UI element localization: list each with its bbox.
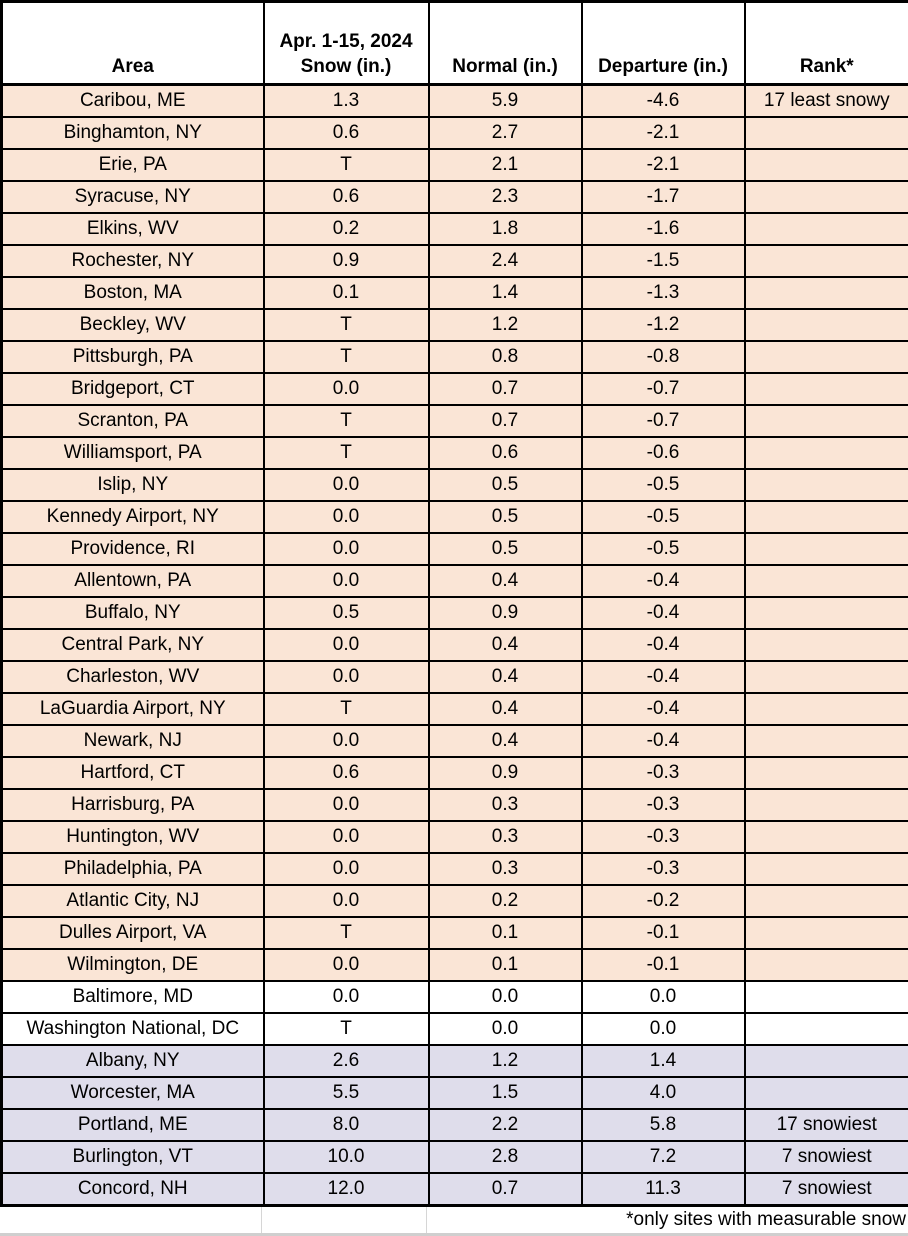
cell-departure: -0.2 [582, 885, 745, 917]
cell-departure: -0.4 [582, 693, 745, 725]
cell-departure: -0.6 [582, 437, 745, 469]
table-row [2, 533, 908, 565]
cell-rank [745, 437, 908, 469]
cell-normal: 0.5 [429, 533, 582, 565]
cell-area: Philadelphia, PA [2, 853, 264, 885]
table-row [2, 1141, 908, 1173]
cell-snow: T [264, 437, 429, 469]
cell-departure: -0.3 [582, 821, 745, 853]
column-header-departure: Departure (in.) [582, 2, 745, 85]
cell-normal: 0.7 [429, 1173, 582, 1206]
cell-rank [745, 309, 908, 341]
cell-snow: 0.0 [264, 533, 429, 565]
cell-snow: 8.0 [264, 1109, 429, 1141]
cell-snow: T [264, 1013, 429, 1045]
table-row [2, 149, 908, 181]
cell-rank [745, 501, 908, 533]
cell-snow: 0.0 [264, 629, 429, 661]
cell-area: Providence, RI [2, 533, 264, 565]
cell-normal: 1.2 [429, 1045, 582, 1077]
cell-departure: -1.2 [582, 309, 745, 341]
cell-rank [745, 373, 908, 405]
cell-normal: 0.8 [429, 341, 582, 373]
cell-area: Allentown, PA [2, 565, 264, 597]
cell-rank [745, 1045, 908, 1077]
cell-area: Washington National, DC [2, 1013, 264, 1045]
cell-area: Huntington, WV [2, 821, 264, 853]
cell-rank [745, 117, 908, 149]
table-row [2, 341, 908, 373]
cell-rank [745, 181, 908, 213]
cell-snow: T [264, 309, 429, 341]
cell-departure: 4.0 [582, 1077, 745, 1109]
column-header-snow [264, 2, 429, 85]
cell-departure: 7.2 [582, 1141, 745, 1173]
footer-empty-cell-snow [262, 1207, 427, 1233]
cell-departure: 11.3 [582, 1173, 745, 1206]
cell-departure: -0.4 [582, 725, 745, 757]
cell-snow: 5.5 [264, 1077, 429, 1109]
cell-snow: T [264, 693, 429, 725]
cell-snow: 2.6 [264, 1045, 429, 1077]
cell-departure: -1.6 [582, 213, 745, 245]
cell-departure: -0.4 [582, 565, 745, 597]
cell-rank [745, 789, 908, 821]
cell-rank: 7 snowiest [745, 1141, 908, 1173]
table-row [2, 725, 908, 757]
cell-snow: 0.9 [264, 245, 429, 277]
cell-snow: 0.6 [264, 181, 429, 213]
cell-area: Central Park, NY [2, 629, 264, 661]
cell-rank [745, 885, 908, 917]
table-row [2, 373, 908, 405]
table-row [2, 885, 908, 917]
cell-rank [745, 853, 908, 885]
cell-rank [745, 277, 908, 309]
table-row [2, 949, 908, 981]
table-row [2, 245, 908, 277]
cell-rank [745, 757, 908, 789]
cell-snow: 0.0 [264, 373, 429, 405]
cell-snow: 0.0 [264, 565, 429, 597]
table-row [2, 981, 908, 1013]
cell-departure: -0.1 [582, 917, 745, 949]
table-row [2, 693, 908, 725]
column-header-area: Area [2, 2, 264, 85]
cell-area: Binghamton, NY [2, 117, 264, 149]
cell-normal: 1.5 [429, 1077, 582, 1109]
cell-area: Williamsport, PA [2, 437, 264, 469]
table-row [2, 405, 908, 437]
cell-normal: 0.3 [429, 821, 582, 853]
table-row [2, 117, 908, 149]
cell-snow: 0.0 [264, 853, 429, 885]
cell-area: Wilmington, DE [2, 949, 264, 981]
cell-area: Harrisburg, PA [2, 789, 264, 821]
cell-normal: 0.7 [429, 405, 582, 437]
cell-departure: -0.3 [582, 853, 745, 885]
cell-departure: -0.5 [582, 501, 745, 533]
cell-area: Hartford, CT [2, 757, 264, 789]
table-row [2, 853, 908, 885]
cell-departure: -0.7 [582, 373, 745, 405]
cell-area: Erie, PA [2, 149, 264, 181]
cell-normal: 2.7 [429, 117, 582, 149]
cell-snow: 12.0 [264, 1173, 429, 1206]
cell-area: Kennedy Airport, NY [2, 501, 264, 533]
table-row [2, 1173, 908, 1206]
cell-normal: 1.4 [429, 277, 582, 309]
cell-snow: 0.0 [264, 725, 429, 757]
cell-area: Bridgeport, CT [2, 373, 264, 405]
cell-rank [745, 597, 908, 629]
cell-departure: 0.0 [582, 981, 745, 1013]
table-row [2, 1109, 908, 1141]
cell-snow: T [264, 341, 429, 373]
cell-rank [745, 565, 908, 597]
cell-snow: 0.0 [264, 501, 429, 533]
table-row [2, 85, 908, 118]
cell-snow: 0.0 [264, 949, 429, 981]
cell-departure: -0.5 [582, 469, 745, 501]
cell-area: Newark, NJ [2, 725, 264, 757]
cell-area: Worcester, MA [2, 1077, 264, 1109]
cell-snow: 0.6 [264, 117, 429, 149]
cell-snow: 1.3 [264, 85, 429, 118]
cell-rank [745, 405, 908, 437]
table-row [2, 501, 908, 533]
cell-normal: 2.1 [429, 149, 582, 181]
column-header-normal: Normal (in.) [429, 2, 582, 85]
cell-area: Portland, ME [2, 1109, 264, 1141]
cell-rank: 17 snowiest [745, 1109, 908, 1141]
cell-rank [745, 533, 908, 565]
footer-empty-cell-area [0, 1207, 262, 1233]
table-row [2, 277, 908, 309]
cell-snow: 10.0 [264, 1141, 429, 1173]
cell-area: Scranton, PA [2, 405, 264, 437]
cell-rank: 7 snowiest [745, 1173, 908, 1206]
cell-departure: -2.1 [582, 117, 745, 149]
cell-departure: 0.0 [582, 1013, 745, 1045]
cell-snow: 0.0 [264, 661, 429, 693]
cell-departure: -0.7 [582, 405, 745, 437]
cell-snow: T [264, 405, 429, 437]
cell-area: Albany, NY [2, 1045, 264, 1077]
cell-normal: 0.4 [429, 565, 582, 597]
table-row [2, 789, 908, 821]
column-header-snow-line1: Apr. 1-15, 2024 [279, 31, 413, 52]
cell-departure: -0.3 [582, 789, 745, 821]
table-row [2, 629, 908, 661]
cell-snow: 0.0 [264, 789, 429, 821]
cell-area: Atlantic City, NJ [2, 885, 264, 917]
cell-normal: 0.4 [429, 693, 582, 725]
cell-area: Islip, NY [2, 469, 264, 501]
table-row [2, 181, 908, 213]
table-row [2, 437, 908, 469]
cell-normal: 0.3 [429, 789, 582, 821]
cell-area: Buffalo, NY [2, 597, 264, 629]
column-header-rank: Rank* [745, 2, 908, 85]
cell-normal: 0.9 [429, 757, 582, 789]
cell-rank [745, 245, 908, 277]
cell-normal: 5.9 [429, 85, 582, 118]
cell-normal: 0.2 [429, 885, 582, 917]
cell-snow: 0.1 [264, 277, 429, 309]
cell-normal: 0.4 [429, 725, 582, 757]
cell-area: Charleston, WV [2, 661, 264, 693]
cell-departure: -1.3 [582, 277, 745, 309]
cell-normal: 2.4 [429, 245, 582, 277]
cell-normal: 2.3 [429, 181, 582, 213]
table-row [2, 213, 908, 245]
cell-departure: -0.5 [582, 533, 745, 565]
cell-normal: 2.8 [429, 1141, 582, 1173]
cell-area: Beckley, WV [2, 309, 264, 341]
cell-snow: 0.0 [264, 469, 429, 501]
cell-departure: 5.8 [582, 1109, 745, 1141]
cell-departure: -0.8 [582, 341, 745, 373]
table-row [2, 1013, 908, 1045]
cell-departure: -1.7 [582, 181, 745, 213]
cell-area: Elkins, WV [2, 213, 264, 245]
cell-snow: 0.0 [264, 981, 429, 1013]
cell-normal: 0.9 [429, 597, 582, 629]
cell-snow: 0.2 [264, 213, 429, 245]
table-row [2, 821, 908, 853]
cell-rank [745, 821, 908, 853]
cell-snow: 0.5 [264, 597, 429, 629]
cell-normal: 0.0 [429, 981, 582, 1013]
table-row [2, 469, 908, 501]
cell-area: Syracuse, NY [2, 181, 264, 213]
cell-departure: -0.3 [582, 757, 745, 789]
cell-departure: -1.5 [582, 245, 745, 277]
cell-area: Rochester, NY [2, 245, 264, 277]
cell-area: Burlington, VT [2, 1141, 264, 1173]
table-header [2, 2, 908, 85]
cell-area: Pittsburgh, PA [2, 341, 264, 373]
table-row [2, 757, 908, 789]
cell-departure: -0.4 [582, 661, 745, 693]
table-row [2, 565, 908, 597]
cell-departure: -0.4 [582, 597, 745, 629]
cell-rank [745, 917, 908, 949]
cell-area: LaGuardia Airport, NY [2, 693, 264, 725]
cell-rank [745, 725, 908, 757]
cell-rank [745, 213, 908, 245]
cell-normal: 0.6 [429, 437, 582, 469]
cell-snow: T [264, 149, 429, 181]
cell-rank: 17 least snowy [745, 85, 908, 118]
cell-rank [745, 341, 908, 373]
cell-rank [745, 469, 908, 501]
cell-normal: 0.1 [429, 949, 582, 981]
cell-normal: 0.1 [429, 917, 582, 949]
cell-normal: 0.5 [429, 501, 582, 533]
cell-area: Boston, MA [2, 277, 264, 309]
table-row [2, 661, 908, 693]
cell-snow: 0.0 [264, 821, 429, 853]
cell-normal: 1.8 [429, 213, 582, 245]
cell-area: Dulles Airport, VA [2, 917, 264, 949]
cell-area: Baltimore, MD [2, 981, 264, 1013]
cell-rank [745, 629, 908, 661]
table-row [2, 1077, 908, 1109]
cell-rank [745, 149, 908, 181]
table-row [2, 1045, 908, 1077]
cell-rank [745, 661, 908, 693]
cell-area: Caribou, ME [2, 85, 264, 118]
column-header-snow-line2: Snow (in.) [300, 56, 392, 77]
cell-normal: 0.0 [429, 1013, 582, 1045]
header-row [2, 2, 908, 85]
table-footnote: *only sites with measurable snow [626, 1209, 906, 1230]
cell-departure: -0.4 [582, 629, 745, 661]
cell-rank [745, 1013, 908, 1045]
cell-normal: 2.2 [429, 1109, 582, 1141]
cell-rank [745, 949, 908, 981]
cell-departure: -4.6 [582, 85, 745, 118]
cell-snow: 0.0 [264, 885, 429, 917]
cell-normal: 1.2 [429, 309, 582, 341]
cell-rank [745, 1077, 908, 1109]
cell-snow: 0.6 [264, 757, 429, 789]
cell-departure: 1.4 [582, 1045, 745, 1077]
cell-rank [745, 981, 908, 1013]
cell-snow: T [264, 917, 429, 949]
cell-normal: 0.4 [429, 661, 582, 693]
table-row [2, 597, 908, 629]
table-body [2, 85, 908, 1206]
cell-area: Concord, NH [2, 1173, 264, 1206]
cell-departure: -0.1 [582, 949, 745, 981]
cell-normal: 0.4 [429, 629, 582, 661]
cell-normal: 0.7 [429, 373, 582, 405]
table-row [2, 309, 908, 341]
cell-rank [745, 693, 908, 725]
table-row [2, 917, 908, 949]
cell-normal: 0.3 [429, 853, 582, 885]
table-footer-row [0, 1207, 908, 1236]
cell-departure: -2.1 [582, 149, 745, 181]
cell-normal: 0.5 [429, 469, 582, 501]
